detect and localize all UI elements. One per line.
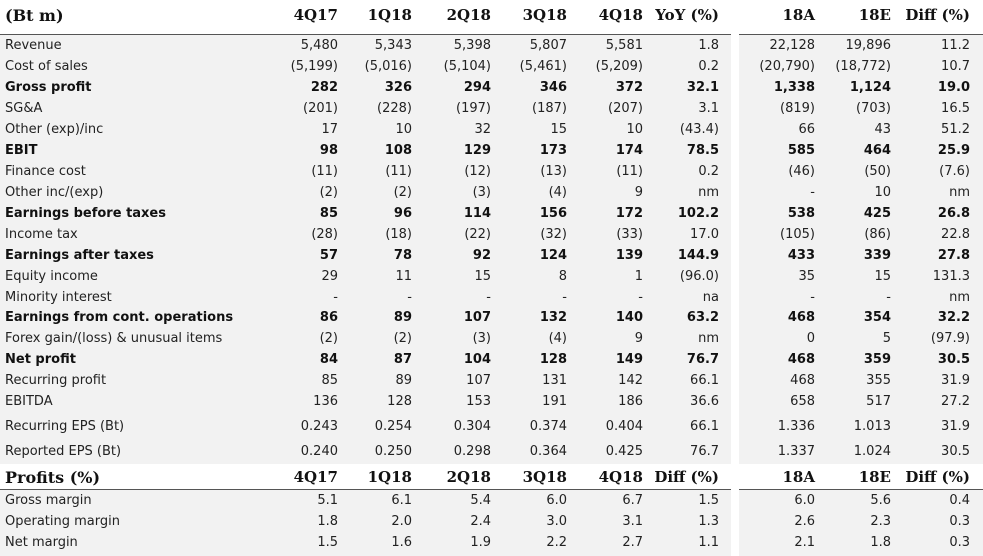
cell-value: - — [333, 290, 338, 305]
cell-value: 359 — [863, 352, 891, 367]
cell-value: 32.1 — [686, 80, 719, 95]
cell-value: 5.6 — [870, 493, 891, 508]
cell-value: 0.3 — [949, 514, 970, 529]
cell-value: 2.6 — [794, 514, 815, 529]
table-row — [0, 391, 983, 412]
cell-value: 3.0 — [546, 514, 567, 529]
cell-value: (4) — [548, 331, 567, 346]
cell-value: (28) — [311, 227, 338, 242]
table-row — [0, 266, 983, 287]
cell-value: 26.8 — [937, 206, 970, 221]
table-row — [0, 307, 983, 328]
cell-value: 31.9 — [941, 419, 970, 434]
cell-value: 538 — [787, 206, 815, 221]
cell-value: 0 — [806, 331, 815, 346]
cell-value: 0.243 — [300, 419, 338, 434]
cell-value: 5,398 — [453, 38, 491, 53]
cell-value: 10.7 — [941, 59, 970, 74]
profits-header — [0, 467, 983, 488]
cell-value: 0.374 — [529, 419, 567, 434]
row-label: Earnings before taxes — [5, 206, 166, 221]
cell-value: 66 — [798, 122, 815, 137]
row-label: Profits (%) — [5, 468, 101, 487]
cell-value: 468 — [787, 352, 815, 367]
cell-value: 1 — [634, 269, 643, 284]
cell-value: 658 — [790, 394, 815, 409]
cell-value: 156 — [539, 206, 567, 221]
cell-value: nm — [949, 290, 970, 305]
cell-value: 78 — [393, 248, 412, 263]
cell-value: (22) — [464, 227, 491, 242]
cell-value: 29 — [321, 269, 338, 284]
table-row — [0, 161, 983, 182]
cell-value: (2) — [319, 331, 338, 346]
cell-value: 294 — [463, 80, 491, 95]
cell-value: 1Q18 — [367, 6, 412, 24]
cell-value: Diff (%) — [905, 6, 970, 24]
cell-value: 1.8 — [317, 514, 338, 529]
cell-value: 76.7 — [686, 352, 719, 367]
cell-value: 35 — [798, 269, 815, 284]
cell-value: 86 — [319, 310, 338, 325]
cell-value: 1.6 — [391, 535, 412, 550]
cell-value: 0.2 — [698, 59, 719, 74]
cell-value: 32 — [474, 122, 491, 137]
cell-value: (4) — [548, 185, 567, 200]
row-label: Equity income — [5, 269, 98, 284]
cell-value: 0.3 — [949, 535, 970, 550]
cell-value: 5,480 — [300, 38, 338, 53]
cell-value: 11 — [395, 269, 412, 284]
cell-value: 5,807 — [529, 38, 567, 53]
row-label: Net profit — [5, 352, 76, 367]
cell-value: 129 — [463, 143, 491, 158]
cell-value: 18E — [858, 6, 891, 24]
cell-value: 85 — [319, 206, 338, 221]
cell-value: 30.5 — [937, 352, 970, 367]
cell-value: (5,461) — [519, 59, 567, 74]
cell-value: 63.2 — [686, 310, 719, 325]
cell-value: (2) — [319, 185, 338, 200]
cell-value: 2.4 — [470, 514, 491, 529]
cell-value: 346 — [539, 80, 567, 95]
cell-value: 153 — [466, 394, 491, 409]
row-label: Earnings after taxes — [5, 248, 154, 263]
cell-value: 43 — [874, 122, 891, 137]
row-label: Other inc/(exp) — [5, 185, 104, 200]
cell-value: 468 — [787, 310, 815, 325]
row-label: Recurring profit — [5, 373, 107, 388]
cell-value: 2.3 — [870, 514, 891, 529]
table-row — [0, 328, 983, 349]
cell-value: 5 — [882, 331, 891, 346]
cell-value: nm — [698, 185, 719, 200]
cell-value: 1.5 — [317, 535, 338, 550]
cell-value: - — [810, 185, 815, 200]
cell-value: (3) — [472, 185, 491, 200]
cell-value: 4Q18 — [598, 468, 643, 486]
cell-value: (43.4) — [679, 122, 719, 137]
cell-value: (11) — [385, 164, 412, 179]
cell-value: 22,128 — [769, 38, 815, 53]
cell-value: 78.5 — [686, 143, 719, 158]
cell-value: 142 — [618, 373, 643, 388]
cell-value: 1.8 — [698, 38, 719, 53]
cell-value: (703) — [856, 101, 891, 116]
cell-value: (2) — [393, 185, 412, 200]
cell-value: (11) — [616, 164, 643, 179]
cell-value: 1,124 — [849, 80, 891, 95]
cell-value: 0.298 — [453, 444, 491, 459]
cell-value: 6.0 — [546, 493, 567, 508]
cell-value: (13) — [540, 164, 567, 179]
row-label: EBITDA — [5, 394, 53, 409]
cell-value: (11) — [311, 164, 338, 179]
cell-value: (46) — [788, 164, 815, 179]
cell-value: 18A — [782, 6, 815, 24]
cell-value: (819) — [780, 101, 815, 116]
row-label: Forex gain/(loss) & unusual items — [5, 331, 223, 346]
cell-value: 5,581 — [605, 38, 643, 53]
row-label: Income tax — [5, 227, 78, 242]
cell-value: (50) — [864, 164, 891, 179]
cell-value: (197) — [456, 101, 491, 116]
table-row — [0, 56, 983, 77]
cell-value: 4Q17 — [293, 6, 338, 24]
cell-value: 92 — [472, 248, 491, 263]
cell-value: 57 — [319, 248, 338, 263]
cell-value: 3Q18 — [522, 468, 567, 486]
cell-value: 85 — [321, 373, 338, 388]
cell-value: 6.7 — [622, 493, 643, 508]
row-label: Finance cost — [5, 164, 86, 179]
table-row — [0, 370, 983, 391]
table-row — [0, 182, 983, 203]
cell-value: (5,199) — [290, 59, 338, 74]
cell-value: 96 — [393, 206, 412, 221]
cell-value: 66.1 — [690, 373, 719, 388]
cell-value: Diff (%) — [654, 468, 719, 486]
cell-value: 425 — [863, 206, 891, 221]
cell-value: 3.1 — [698, 101, 719, 116]
cell-value: 131 — [542, 373, 567, 388]
cell-value: 107 — [466, 373, 491, 388]
cell-value: (5,016) — [364, 59, 412, 74]
row-label: Revenue — [5, 38, 62, 53]
row-label: Gross margin — [5, 493, 92, 508]
cell-value: 0.2 — [698, 164, 719, 179]
row-label: Operating margin — [5, 514, 120, 529]
cell-value: 1.5 — [698, 493, 719, 508]
cell-value: 25.9 — [937, 143, 970, 158]
cell-value: 139 — [615, 248, 643, 263]
cell-value: 104 — [463, 352, 491, 367]
cell-value: (187) — [532, 101, 567, 116]
cell-value: 10 — [395, 122, 412, 137]
cell-value: 326 — [384, 80, 412, 95]
cell-value: 32.2 — [937, 310, 970, 325]
cell-value: (5,104) — [443, 59, 491, 74]
row-label: Gross profit — [5, 80, 92, 95]
cell-value: 128 — [387, 394, 412, 409]
table-row — [0, 416, 983, 437]
table-header — [0, 5, 983, 26]
cell-value: 355 — [866, 373, 891, 388]
cell-value: 16.5 — [941, 101, 970, 116]
cell-value: 15 — [474, 269, 491, 284]
table-row — [0, 119, 983, 140]
table-row — [0, 203, 983, 224]
cell-value: 132 — [539, 310, 567, 325]
cell-value: 107 — [463, 310, 491, 325]
cell-value: (7.6) — [939, 164, 970, 179]
cell-value: 98 — [319, 143, 338, 158]
cell-value: 108 — [384, 143, 412, 158]
cell-value: 19.0 — [937, 80, 970, 95]
cell-value: 22.8 — [941, 227, 970, 242]
cell-value: 4Q18 — [598, 6, 643, 24]
cell-value: 468 — [790, 373, 815, 388]
cell-value: 19,896 — [845, 38, 891, 53]
cell-value: 27.8 — [937, 248, 970, 263]
cell-value: 114 — [463, 206, 491, 221]
table-row — [0, 245, 983, 266]
cell-value: 1.337 — [777, 444, 815, 459]
cell-value: 1.3 — [698, 514, 719, 529]
cell-value: 2.1 — [794, 535, 815, 550]
cell-value: Diff (%) — [905, 468, 970, 486]
cell-value: 1.1 — [698, 535, 719, 550]
cell-value: 84 — [319, 352, 338, 367]
cell-value: 1.9 — [470, 535, 491, 550]
cell-value: - — [886, 290, 891, 305]
cell-value: 131.3 — [932, 269, 970, 284]
cell-value: 191 — [542, 394, 567, 409]
cell-value: 3Q18 — [522, 6, 567, 24]
cell-value: 0.240 — [300, 444, 338, 459]
cell-value: 89 — [395, 373, 412, 388]
table-row — [0, 35, 983, 56]
table-row — [0, 140, 983, 161]
cell-value: 18E — [858, 468, 891, 486]
cell-value: - — [407, 290, 412, 305]
cell-value: (207) — [608, 101, 643, 116]
cell-value: 174 — [615, 143, 643, 158]
row-label: Cost of sales — [5, 59, 88, 74]
cell-value: 1Q18 — [367, 468, 412, 486]
cell-value: 464 — [863, 143, 891, 158]
cell-value: 1,338 — [773, 80, 815, 95]
cell-value: 9 — [634, 331, 643, 346]
cell-value: 36.6 — [690, 394, 719, 409]
cell-value: - — [562, 290, 567, 305]
cell-value: 124 — [539, 248, 567, 263]
row-label: Reported EPS (Bt) — [5, 444, 122, 459]
cell-value: 76.7 — [690, 444, 719, 459]
cell-value: 0.404 — [605, 419, 643, 434]
table-row — [0, 287, 983, 308]
cell-value: 0.364 — [529, 444, 567, 459]
cell-value: 172 — [615, 206, 643, 221]
cell-value: 10 — [626, 122, 643, 137]
cell-value: 372 — [615, 80, 643, 95]
cell-value: 354 — [863, 310, 891, 325]
cell-value: 282 — [310, 80, 338, 95]
cell-value: (97.9) — [930, 331, 970, 346]
row-label: Minority interest — [5, 290, 112, 305]
cell-value: 0.304 — [453, 419, 491, 434]
cell-value: 17.0 — [690, 227, 719, 242]
table-row — [0, 349, 983, 370]
profits-row — [0, 532, 983, 553]
cell-value: 5.1 — [317, 493, 338, 508]
cell-value: 66.1 — [690, 419, 719, 434]
row-label: Net margin — [5, 535, 78, 550]
cell-value: 433 — [787, 248, 815, 263]
cell-value: 18A — [782, 468, 815, 486]
cell-value: nm — [949, 185, 970, 200]
cell-value: (18,772) — [835, 59, 891, 74]
cell-value: 2Q18 — [446, 468, 491, 486]
cell-value: 1.336 — [777, 419, 815, 434]
cell-value: (32) — [540, 227, 567, 242]
table-row — [0, 98, 983, 119]
row-label: (Bt m) — [5, 6, 64, 25]
cell-value: 3.1 — [622, 514, 643, 529]
cell-value: 2.7 — [622, 535, 643, 550]
cell-value: 30.5 — [941, 444, 970, 459]
cell-value: 10 — [874, 185, 891, 200]
profits-row — [0, 490, 983, 511]
cell-value: 51.2 — [941, 122, 970, 137]
cell-value: na — [702, 290, 719, 305]
cell-value: (96.0) — [679, 269, 719, 284]
cell-value: 1.013 — [853, 419, 891, 434]
table-row — [0, 441, 983, 462]
cell-value: 0.4 — [949, 493, 970, 508]
cell-value: 5.4 — [470, 493, 491, 508]
row-label: Earnings from cont. operations — [5, 310, 234, 325]
cell-value: 144.9 — [677, 248, 719, 263]
cell-value: 9 — [634, 185, 643, 200]
cell-value: 15 — [550, 122, 567, 137]
profits-row — [0, 511, 983, 532]
cell-value: - — [810, 290, 815, 305]
cell-value: - — [638, 290, 643, 305]
cell-value: 2Q18 — [446, 6, 491, 24]
cell-value: 149 — [615, 352, 643, 367]
cell-value: (2) — [393, 331, 412, 346]
cell-value: 1.8 — [870, 535, 891, 550]
cell-value: 0.254 — [374, 419, 412, 434]
cell-value: 2.0 — [391, 514, 412, 529]
cell-value: (228) — [377, 101, 412, 116]
cell-value: (12) — [464, 164, 491, 179]
cell-value: 6.0 — [794, 493, 815, 508]
row-label: EBIT — [5, 143, 38, 158]
cell-value: 0.250 — [374, 444, 412, 459]
cell-value: (86) — [864, 227, 891, 242]
table-row — [0, 224, 983, 245]
cell-value: (3) — [472, 331, 491, 346]
cell-value: 585 — [787, 143, 815, 158]
cell-value: 2.2 — [546, 535, 567, 550]
cell-value: 102.2 — [677, 206, 719, 221]
row-label: SG&A — [5, 101, 43, 116]
cell-value: 87 — [393, 352, 412, 367]
cell-value: 339 — [863, 248, 891, 263]
table-row — [0, 77, 983, 98]
cell-value: 0.425 — [605, 444, 643, 459]
cell-value: 27.2 — [941, 394, 970, 409]
cell-value: (5,209) — [595, 59, 643, 74]
cell-value: 11.2 — [941, 38, 970, 53]
cell-value: (201) — [303, 101, 338, 116]
cell-value: nm — [698, 331, 719, 346]
cell-value: 17 — [321, 122, 338, 137]
cell-value: 140 — [615, 310, 643, 325]
cell-value: 517 — [866, 394, 891, 409]
cell-value: (20,790) — [759, 59, 815, 74]
cell-value: 89 — [393, 310, 412, 325]
cell-value: 136 — [313, 394, 338, 409]
cell-value: 8 — [558, 269, 567, 284]
cell-value: 5,343 — [374, 38, 412, 53]
cell-value: 186 — [618, 394, 643, 409]
cell-value: (18) — [385, 227, 412, 242]
row-label: Recurring EPS (Bt) — [5, 419, 125, 434]
cell-value: (33) — [616, 227, 643, 242]
cell-value: 1.024 — [853, 444, 891, 459]
cell-value: - — [486, 290, 491, 305]
cell-value: (105) — [780, 227, 815, 242]
cell-value: YoY (%) — [655, 6, 719, 24]
cell-value: 173 — [539, 143, 567, 158]
cell-value: 31.9 — [941, 373, 970, 388]
cell-value: 128 — [539, 352, 567, 367]
cell-value: 6.1 — [391, 493, 412, 508]
cell-value: 15 — [874, 269, 891, 284]
row-label: Other (exp)/inc — [5, 122, 104, 137]
cell-value: 4Q17 — [293, 468, 338, 486]
